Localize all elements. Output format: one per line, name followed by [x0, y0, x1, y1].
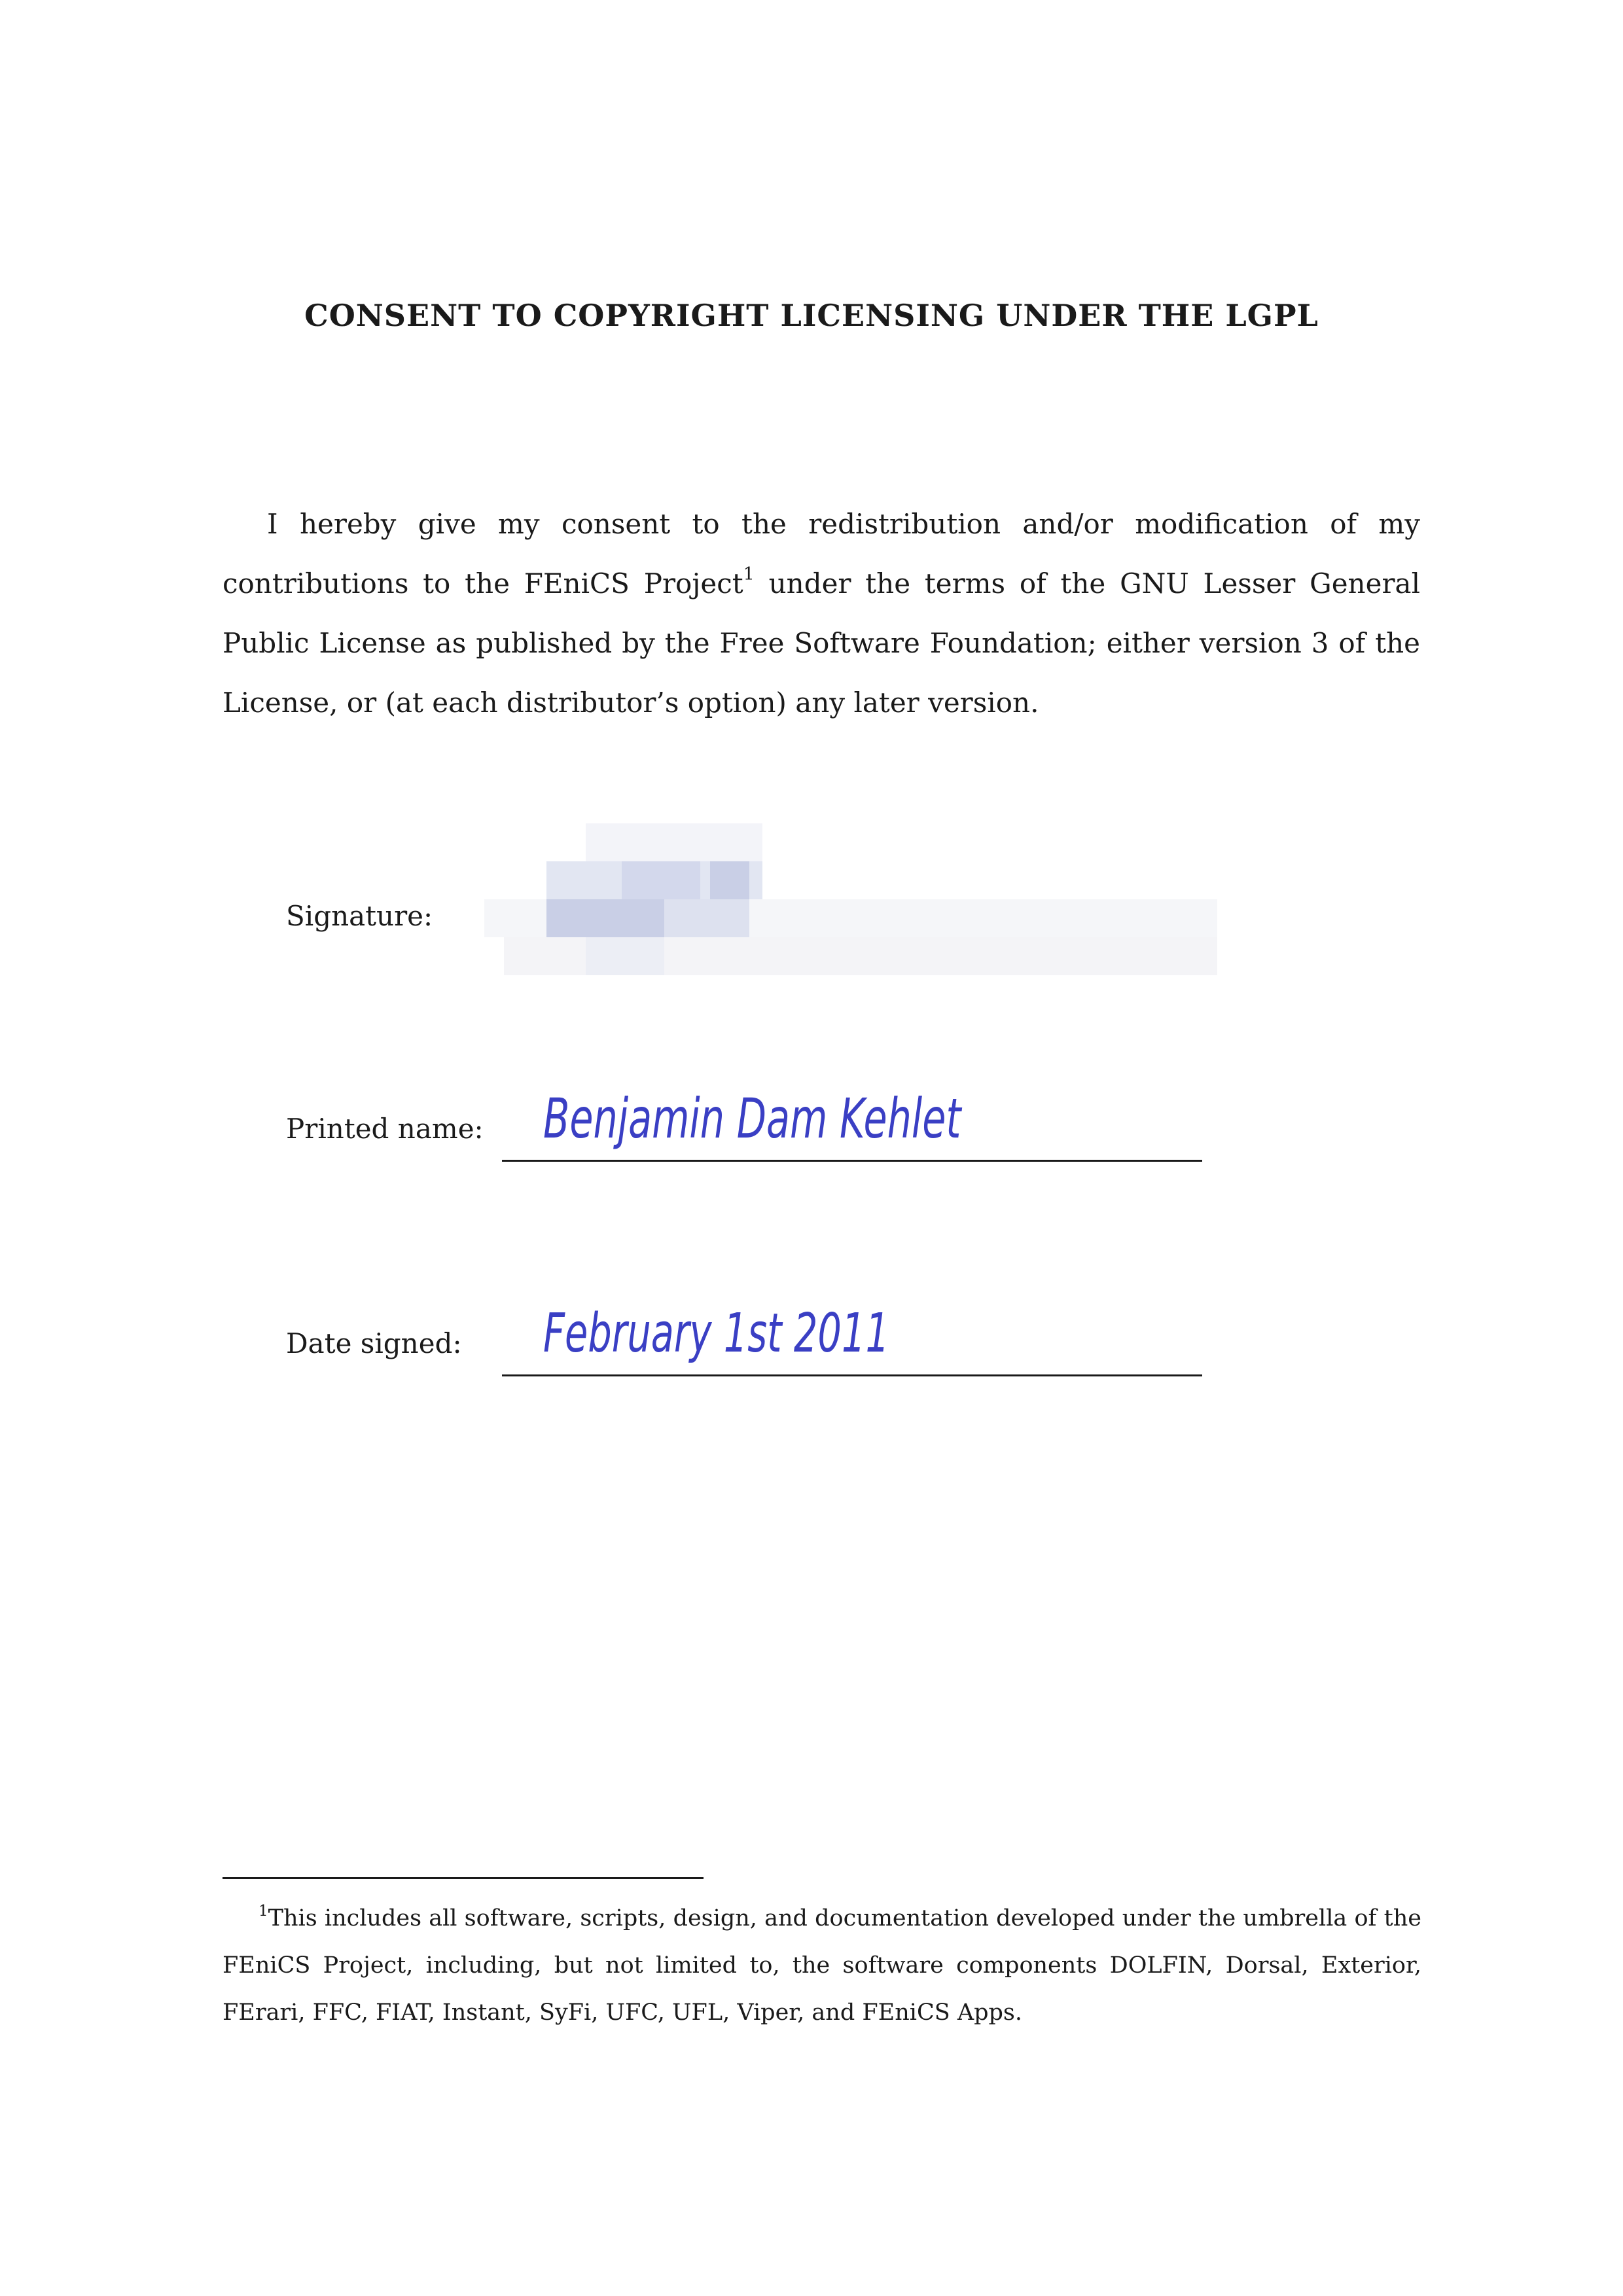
consent-text-start: I hereby give my consent to the redistribution and/or modification of my contributions to the FEniCS Project — [223, 508, 1420, 600]
document-title: CONSENT TO COPYRIGHT LICENSING UNDER THE LGPL — [304, 298, 1319, 333]
signature-label: Signature: — [286, 900, 433, 932]
consent-paragraph — [223, 494, 1420, 732]
redaction-block — [710, 861, 749, 899]
redaction-block — [622, 861, 700, 899]
date-signed-label: Date signed: — [286, 1327, 462, 1359]
footnote-text: This includes all software, scripts, design, and documentation developed under the umbrella of the FEniCS Project, including, but not limited to, the software components DOLFIN, Dorsal, Exterior, FErari, FFC, FIAT, Instant, SyFi, UFC, UFL, Viper, and FEniCS Apps. — [223, 1905, 1421, 2026]
redaction-block — [586, 823, 762, 861]
footnote-mark: 1 — [259, 1903, 268, 1920]
footnote — [223, 1895, 1421, 2036]
printed-name-line — [502, 1160, 1202, 1162]
footnote-separator — [223, 1877, 704, 1879]
printed-name-handwriting: Benjamin Dam Kehlet — [543, 1086, 961, 1151]
redaction-block — [546, 899, 664, 937]
consent-text-end: under the terms of the GNU Lesser General Public License as published by the Free Software Foundation; either version 3 of the License, or (at each distributor’s option) any later version. — [223, 567, 1421, 719]
signature-redaction — [484, 823, 1217, 986]
printed-name-label: Printed name: — [286, 1113, 484, 1145]
footnote-reference: 1 — [743, 564, 755, 584]
redaction-block — [586, 937, 664, 975]
date-signed-line — [502, 1374, 1202, 1376]
date-signed-handwriting: February 1st 2011 — [543, 1302, 889, 1365]
redaction-block — [664, 899, 749, 937]
